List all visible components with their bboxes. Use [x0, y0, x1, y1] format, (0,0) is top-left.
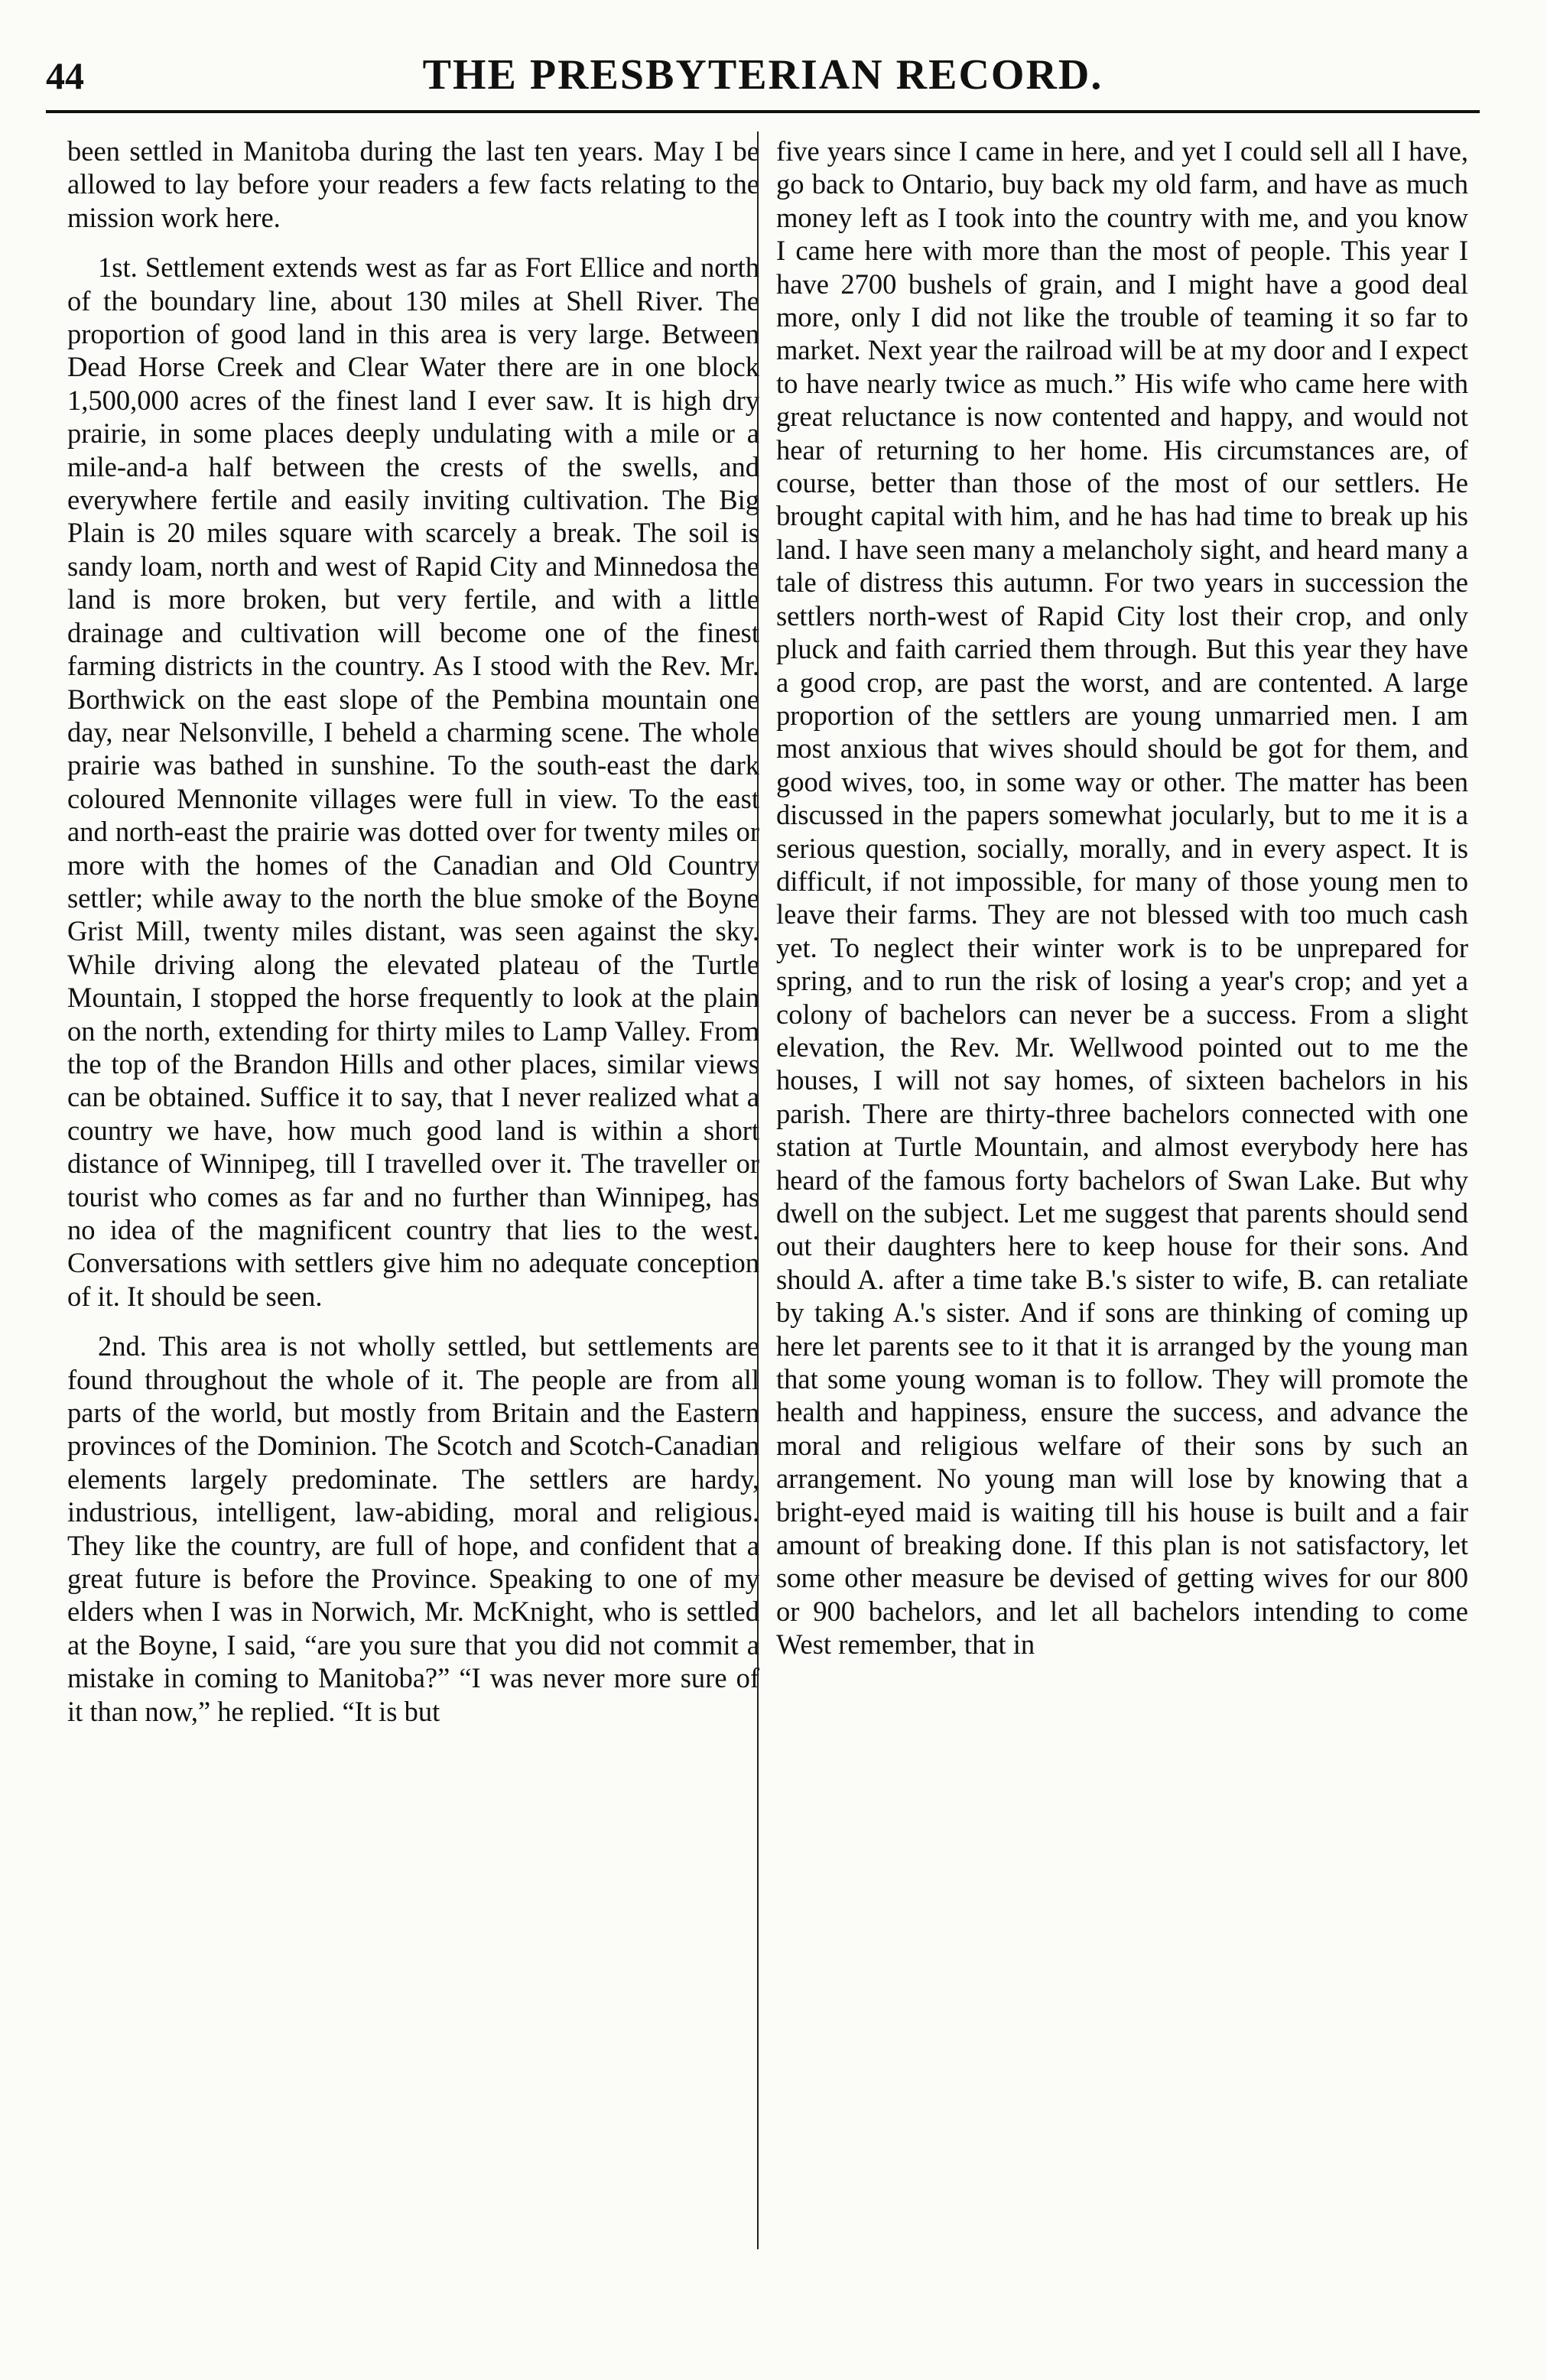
paragraph: five years since I came in here, and yet I could sell all I have, go back to Ontario, buy back my old farm, and have as much money left as I took into the country with me, and you know I came here with more than the most of people. This year I have 2700 bushels of grain, and I might have a good deal more, only I did not like the trouble of teaming it so far to market. Next year the railroad will be at my door and I expect to have nearly twice as much.” His wife who came here with great reluctance is now contented and happy, and would not hear of returning to her home. His circumstances are, of course, better than those of the most of our settlers. He brought capital with him, and he has had time to break up his land. I have seen many a melancholy sight, and heard many a tale of distress this autumn. For two years in succession the settlers north-west of Rapid City lost their crop, and only pluck and faith carried them through. But this year they have a good crop, are past the worst, and are contented. A large proportion of the settlers are young unmarried men. I am most anxious that wives should should be got for them, and good wives, too, in some way or other. The matter has been discussed in the papers somewhat jocularly, but to me it is a serious question, socially, morally, and in every aspect. It is difficult, if not impossible, for many of those young men to leave their farms. They are not blessed with too much cash yet. To neglect their winter work is to be unprepared for spring, and to run the risk of losing a year's crop; and yet a colony of bachelors can never be a success. From a slight elevation, the Rev. Mr. Wellwood pointed out to me the houses, I will not say homes, of sixteen bachelors in his parish. There are thirty-three bachelors connected with one station at Turtle Mountain, and almost everybody here has heard of the famous forty bachelors of Swan Lake. But why dwell on the subject. Let me suggest that parents should send out their daughters here to keep house for their sons. And should A. after a time take B.'s sister to wife, B. can retaliate by taking A.'s sister. And if sons are thinking of coming up here let parents see to it that it is arranged by the young man that some young woman is to follow. They will promote the health and happiness, ensure the success, and advance the moral and religious welfare of their sons by such an arrangement. No young man will lose by knowing that a bright-eyed maid is waiting till his house is built and a fair amount of breaking done. If this plan is not satisfactory, let some other measure be devised of getting wives for our 800 or 900 bachelors, and let all bachelors intending to come West remember, that in [776, 135, 1468, 1661]
header-rule [46, 110, 1480, 113]
page-header [46, 47, 1480, 109]
left-column [67, 135, 759, 1728]
publication-title: THE PRESBYTERIAN RECORD. [422, 51, 1103, 99]
paragraph: been settled in Manitoba during the last ten years. May I be allowed to lay before your readers a few facts relating to the mission work here. [67, 135, 759, 233]
right-column [776, 135, 1468, 1661]
page-number: 44 [46, 54, 84, 97]
column-divider [757, 132, 759, 2249]
paragraph: 2nd. This area is not wholly settled, but settlements are found throughout the whole of it. The people are from all parts of the world, but mostly from Britain and the Eastern provinces of the Dominion. The Scotch and Scotch-Canadian elements largely predominate. The settlers are hardy, industrious, intelligent, law-abiding, moral and religious. They like the country, are full of hope, and confident that a great future is before the Province. Speaking to one of my elders when I was in Norwich, Mr. McKnight, who is settled at the Boyne, I said, “are you sure that you did not commit a mistake in coming to Manitoba?” “I was never more sure of it than now,” he replied. “It is but [67, 1330, 759, 1727]
paragraph: 1st. Settlement extends west as far as Fort Ellice and north of the boundary line, about 130 miles at Shell River. The proportion of good land in this area is very large. Between Dead Horse Creek and Clear Water there are in one block 1,500,000 acres of the finest land I ever saw. It is high dry prairie, in some places deeply undulating with a mile or a mile-and-a half between the crests of the swells, and everywhere fertile and easily inviting cultivation. The Big Plain is 20 miles square with scarcely a break. The soil is sandy loam, north and west of Rapid City and Minnedosa the land is more broken, but very fertile, and with a little drainage and cultivation will become one of the finest farming districts in the country. As I stood with the Rev. Mr. Borthwick on the east slope of the Pembina mountain one day, near Nelsonville, I beheld a charming scene. The whole prairie was bathed in sunshine. To the south-east the dark coloured Mennonite villages were full in view. To the east and north-east the prairie was dotted over for twenty miles or more with the homes of the Canadian and Old Country settler; while away to the north the blue smoke of the Boyne Grist Mill, twenty miles distant, was seen against the sky. While driving along the elevated plateau of the Turtle Mountain, I stopped the horse frequently to look at the plain on the north, extending for thirty miles to Lamp Valley. From the top of the Brandon Hills and other places, similar views can be obtained. Suffice it to say, that I never realized what a country we have, how much good land is within a short distance of Winnipeg, till I travelled over it. The traveller or tourist who comes as far and no further than Winnipeg, has no idea of the magnificent country that lies to the west. Conversations with settlers give him no adequate conception of it. It should be seen. [67, 252, 759, 1312]
